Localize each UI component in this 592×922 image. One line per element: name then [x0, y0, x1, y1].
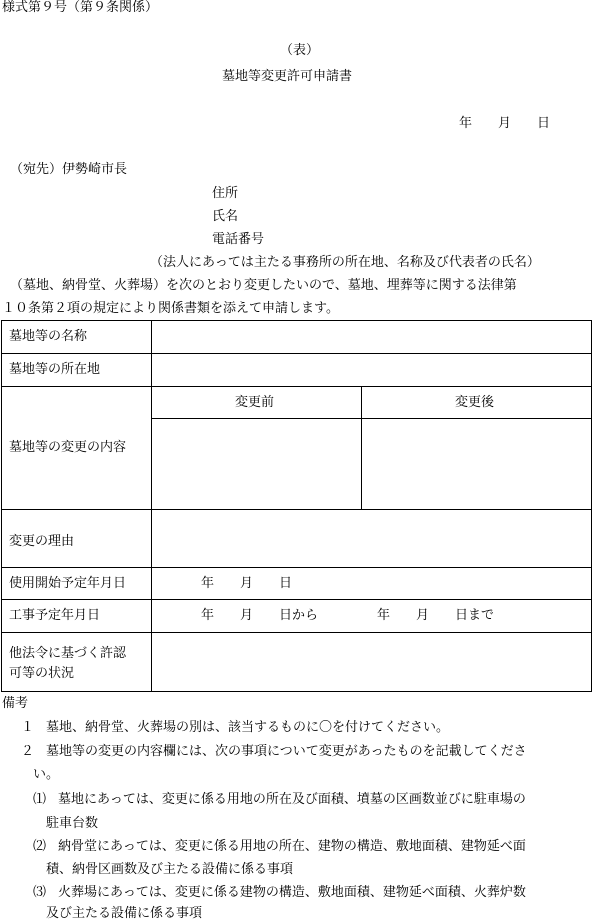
subnote-3-line-2: 及び主たる設備に係る事項: [46, 906, 203, 921]
form-number: 様式第９号（第９条関係）: [2, 0, 159, 15]
name-label: 氏名: [212, 209, 239, 224]
row-change-content-label: 墓地等の変更の内容: [9, 440, 127, 455]
row-construction-label: 工事予定年月日: [9, 608, 101, 623]
page-title: 墓地等変更許可申請書: [222, 69, 353, 84]
row-start-date-label: 使用開始予定年月日: [9, 576, 127, 591]
corporate-note: （法人にあっては主たる事務所の所在地、名称及び代表者の氏名）: [150, 255, 540, 270]
addressee: （宛先）伊勢崎市長: [10, 162, 128, 177]
note-2-text-line-2: い。: [33, 767, 60, 782]
row-other-law-label-1: 他法令に基づく許認: [9, 646, 127, 661]
note-2-text-line-1: 墓地等の変更の内容欄には、次の事項について変更があったものを記載してくださ: [46, 744, 527, 759]
subnote-1-line-1: 墓地にあっては、変更に係る用地の所在及び面積、墳墓の区画数並びに駐車場の: [58, 792, 526, 807]
subnote-3-line-1: 火葬場にあっては、変更に係る建物の構造、敷地面積、建物延べ面積、火葬炉数: [58, 885, 526, 900]
phone-label: 電話番号: [212, 232, 265, 247]
address-label: 住所: [212, 186, 239, 201]
statement-line-2: １０条第２項の規定により関係書類を添えて申請します。: [2, 301, 339, 316]
start-date-value: 年 月 日: [201, 576, 293, 591]
subnote-1-line-2: 駐車台数: [46, 816, 99, 831]
statement-line-1: （墓地、納骨堂、火葬場）を次のとおり変更したいので、墓地、埋葬等に関する法律第: [10, 278, 517, 293]
note-2-number: ２: [21, 744, 35, 759]
row-other-law-label-2: 可等の状況: [9, 666, 75, 681]
notes-heading: 備考: [2, 696, 29, 711]
note-1-text: 墓地、納骨堂、火葬場の別は、該当するものに〇を付けてください。: [46, 720, 450, 735]
row-name-label: 墓地等の名称: [9, 329, 88, 344]
col-after-header: 変更後: [455, 395, 495, 410]
front-label: （表）: [280, 43, 320, 58]
date-line: 年 月 日: [459, 116, 551, 131]
construction-to: 年 月 日まで: [377, 608, 495, 623]
subnote-2-line-2: 積、納骨区画数及び主たる設備に係る事項: [46, 862, 294, 877]
subnote-1-number: ⑴: [33, 792, 47, 807]
note-1-number: １: [21, 720, 35, 735]
row-reason-label: 変更の理由: [9, 534, 75, 549]
subnote-3-number: ⑶: [33, 885, 47, 900]
construction-from: 年 月 日から: [201, 608, 319, 623]
col-before-header: 変更前: [235, 395, 275, 410]
row-location-label: 墓地等の所在地: [9, 362, 101, 377]
subnote-2-line-1: 納骨堂にあっては、変更に係る用地の所在、建物の構造、敷地面積、建物延べ面: [58, 839, 526, 854]
subnote-2-number: ⑵: [33, 839, 47, 854]
